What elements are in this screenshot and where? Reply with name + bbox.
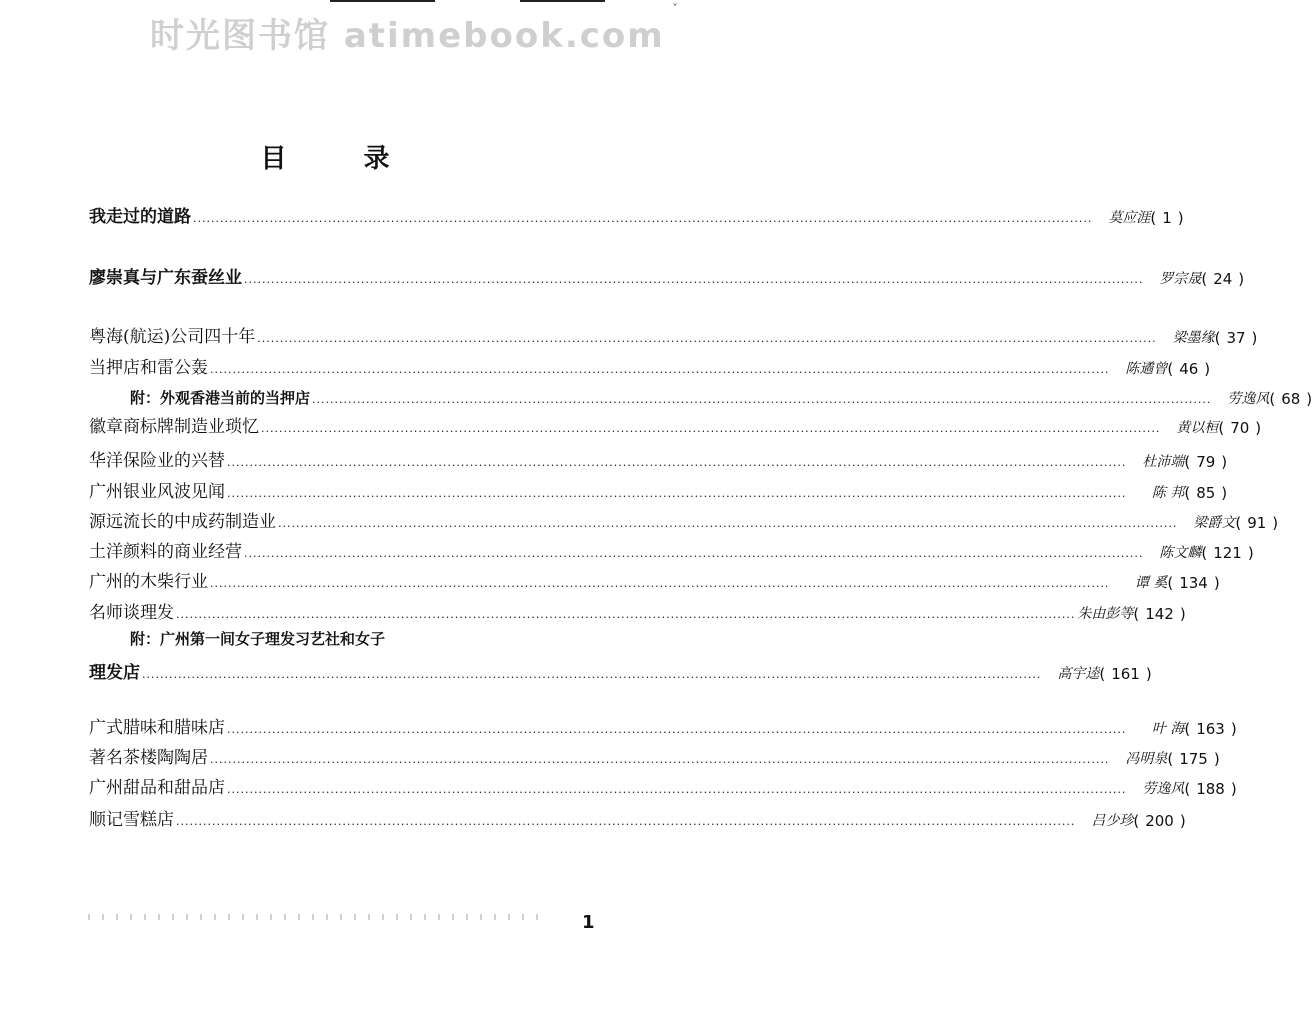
toc-entry-page: ( 1 ) — [1150, 208, 1183, 228]
toc-leader-dots: ........................................................................................................................................................................................................ — [227, 783, 1127, 796]
toc-entry — [89, 745, 1208, 769]
scan-edge-line — [520, 0, 605, 2]
toc-entry — [130, 385, 1301, 409]
toc-entry — [89, 355, 1199, 379]
toc-entry-author: 叶 海 — [1151, 721, 1185, 737]
toc-entry-author: 高宇逵 — [1057, 666, 1100, 682]
toc-entry-page: ( 121 ) — [1201, 543, 1253, 563]
toc-entry-title: 广式腊味和腊味店 — [89, 718, 225, 738]
toc-entry-title: 著名茶楼陶陶居 — [89, 748, 208, 768]
toc-entry-author: 杜沛端 — [1142, 454, 1185, 470]
toc-entry — [89, 204, 1172, 228]
toc-leader-dots: ........................................................................................................................................................................................................ — [278, 517, 1178, 530]
toc-leader-dots: ........................................................................................................................................................................................................ — [312, 393, 1212, 406]
toc-leader-dots: ........................................................................................................................................................................................................ — [210, 577, 1110, 590]
toc-entry-page: ( 85 ) — [1184, 483, 1227, 503]
toc-entry — [89, 775, 1225, 799]
toc-entry — [89, 715, 1225, 739]
toc-entry-author: 谭 奚 — [1134, 575, 1168, 591]
corner-mark: ˇ — [672, 2, 678, 16]
toc-entry-page: ( 163 ) — [1184, 719, 1236, 739]
toc-entry-page: ( 91 ) — [1235, 513, 1278, 533]
toc-entry — [89, 600, 1174, 624]
toc-entry-title: 广州银业风波见闻 — [89, 482, 225, 502]
toc-entry-author: 吕少珍 — [1091, 813, 1134, 829]
toc-leader-dots: ........................................................................................................................................................................................................ — [227, 487, 1127, 500]
toc-entry-title: 广州甜品和甜品店 — [89, 778, 225, 798]
scan-edge-line — [330, 0, 435, 2]
toc-entry-page: ( 24 ) — [1201, 269, 1244, 289]
page-number: 1 — [582, 912, 595, 933]
toc-entry-title: 当押店和雷公轰 — [89, 358, 208, 378]
toc-entry-title: 顺记雪糕店 — [89, 810, 174, 830]
toc-entry-title: 土洋颜料的商业经营 — [89, 542, 242, 562]
toc-entry — [89, 807, 1174, 831]
toc-entry-page: ( 200 ) — [1133, 811, 1185, 831]
toc-entry-page: ( 70 ) — [1218, 418, 1261, 438]
toc-entry — [89, 539, 1242, 563]
toc-entry-page: ( 46 ) — [1167, 359, 1210, 379]
toc-leader-dots: ........................................................................................................................................................................................................ — [210, 753, 1110, 766]
toc-entry-author: 梁墨缘 — [1172, 330, 1215, 346]
toc-entry-title: 广州的木柴行业 — [89, 572, 208, 592]
toc-entry-page: ( 188 ) — [1184, 779, 1236, 799]
toc-entry — [89, 509, 1267, 533]
toc-leader-dots: ........................................................................................................................................................................................................ — [142, 668, 1042, 681]
toc-entry-author: 朱由彭等 — [1077, 606, 1134, 622]
toc-leader-dots: ........................................................................................................................................................................................................ — [244, 547, 1144, 560]
toc-entry-author: 罗宗晟 — [1159, 271, 1202, 287]
toc-entry-title: 华洋保险业的兴替 — [89, 451, 225, 471]
toc-leader-dots: ........................................................................................................................................................................................................ — [176, 815, 1076, 828]
scan-speckles — [88, 914, 548, 920]
toc-entry-author: 冯明泉 — [1125, 751, 1168, 767]
toc-entry-author: 劳逸风 — [1227, 391, 1270, 407]
toc-entry-page: ( 134 ) — [1167, 573, 1219, 593]
toc-entry-page: ( 175 ) — [1167, 749, 1219, 769]
toc-entry-title: 名师谈理发 — [89, 603, 174, 623]
toc-leader-dots: ........................................................................................................................................................................................................ — [227, 723, 1127, 736]
toc-entry-author: 莫应涯 — [1108, 210, 1151, 226]
toc-entry — [89, 660, 1140, 684]
toc-entry-author: 黄以桓 — [1176, 420, 1219, 436]
toc-entry-title: 徽章商标牌制造业琐忆 — [89, 417, 259, 437]
toc-entry-title: 粤海(航运)公司四十年 — [89, 327, 256, 347]
toc-entry-author: 梁爵文 — [1193, 515, 1236, 531]
toc-entry — [89, 479, 1216, 503]
toc-entry — [89, 569, 1208, 593]
toc-leader-dots: ........................................................................................................................................................................................................ — [257, 332, 1157, 345]
toc-entry-title: 我走过的道路 — [89, 207, 191, 227]
toc-entry-author: 陈遹曾 — [1125, 361, 1168, 377]
toc-leader-dots: ........................................................................................................................................................................................................ — [227, 456, 1127, 469]
toc-entry-page: ( 79 ) — [1184, 452, 1227, 472]
toc-entry-page: ( 161 ) — [1099, 664, 1151, 684]
toc-entry — [89, 448, 1216, 472]
toc-entry-author: 陈 邦 — [1151, 485, 1185, 501]
toc-entry-title: 廖崇真与广东蚕丝业 — [89, 268, 242, 288]
toc-entry — [89, 265, 1233, 289]
toc-entry — [89, 324, 1246, 348]
watermark: 时光图书馆 atimebook.com — [150, 16, 665, 56]
toc-entry-page: ( 37 ) — [1215, 328, 1258, 348]
toc-entry-author: 劳逸风 — [1142, 781, 1185, 797]
toc-leader-dots: ........................................................................................................................................................................................................ — [244, 273, 1144, 286]
toc-leader-dots: ........................................................................................................................................................................................................ — [176, 608, 1076, 621]
toc-leader-dots: ........................................................................................................................................................................................................ — [210, 363, 1110, 376]
toc-leader-dots: ........................................................................................................................................................................................................ — [193, 212, 1093, 225]
toc-entry-page: ( 142 ) — [1133, 604, 1185, 624]
page-title: 目 录 — [260, 144, 424, 174]
toc-appendix-line: 附：广州第一间女子理发习艺社和女子 — [130, 630, 386, 648]
toc-entry-page: ( 68 ) — [1269, 389, 1312, 409]
toc-entry-title: 理发店 — [89, 663, 140, 683]
toc-entry-author: 陈文麟 — [1159, 545, 1202, 561]
toc-leader-dots: ........................................................................................................................................................................................................ — [261, 422, 1161, 435]
toc-entry-title: 源远流长的中成药制造业 — [89, 512, 276, 532]
toc-entry-title: 附：外观香港当前的当押店 — [130, 389, 311, 407]
toc-entry — [89, 414, 1250, 438]
